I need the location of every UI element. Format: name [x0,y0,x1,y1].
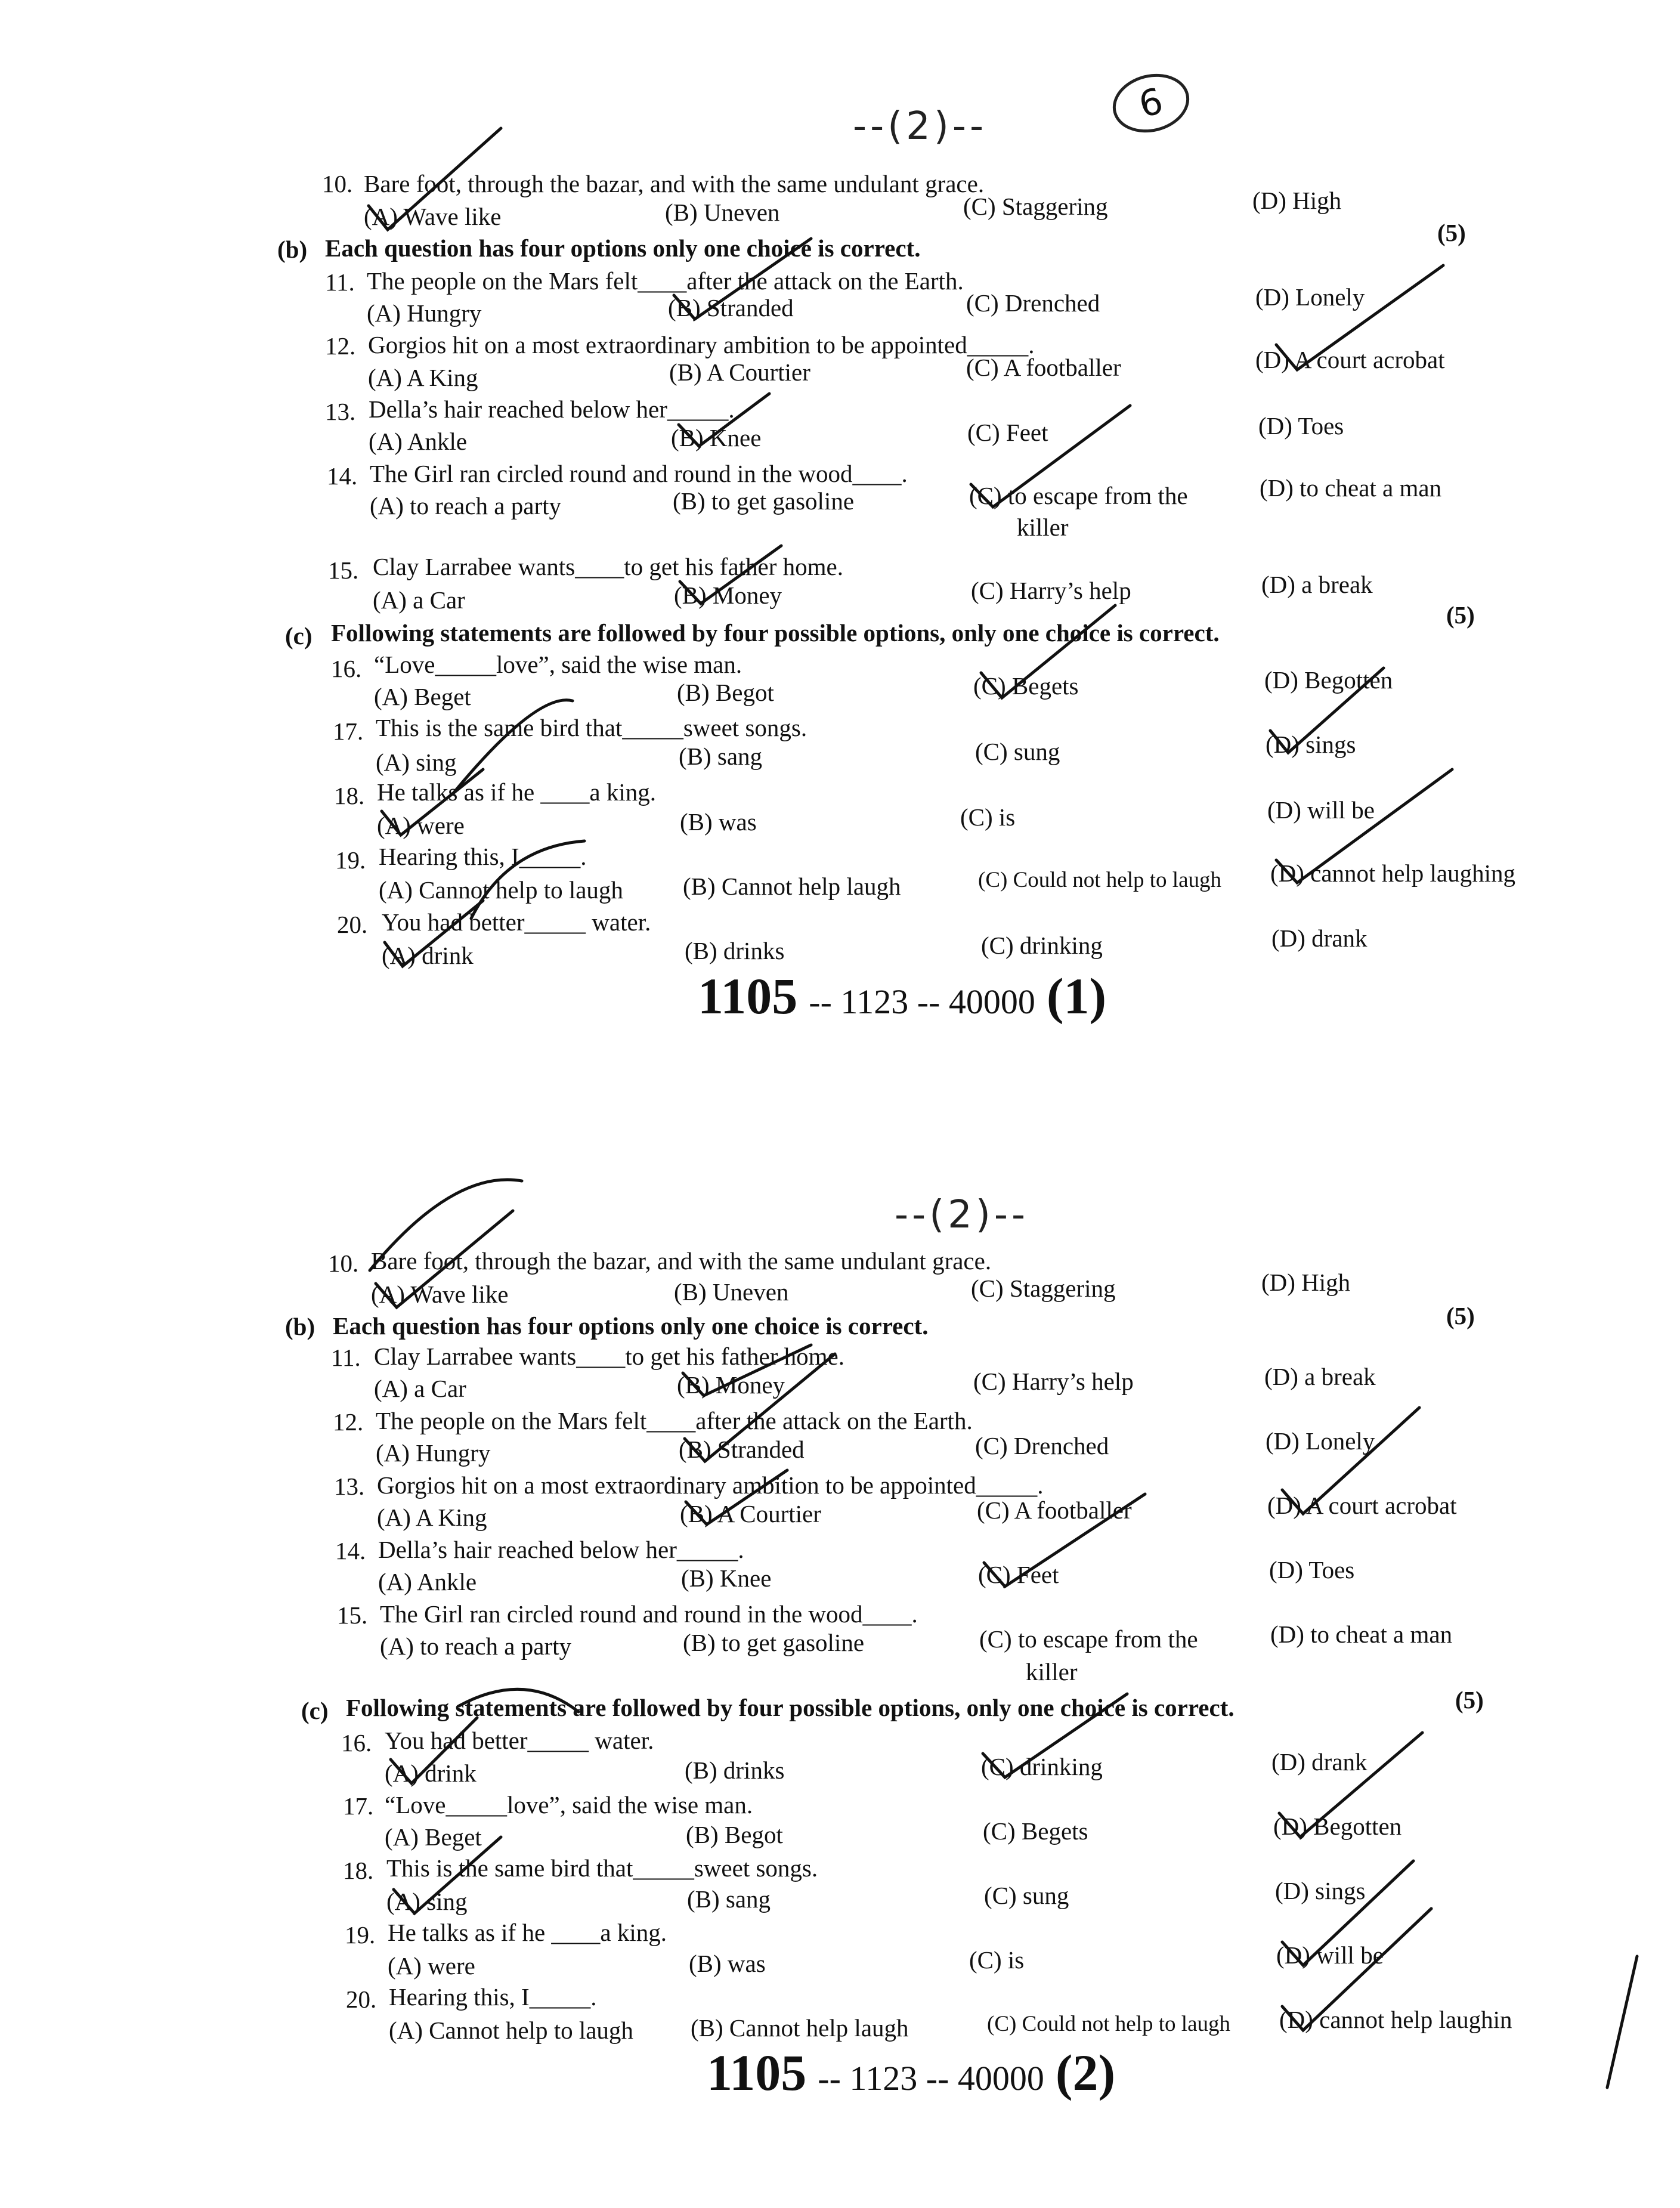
q17-question: This is the same bird that_____sweet songs. [376,714,807,741]
q12-question: The people on the Mars felt____after the attack on the Earth. [376,1407,973,1434]
q13-option-b: (B) Knee [671,424,762,452]
q20-option-d: (D) cannot help laughin [1279,2006,1512,2033]
q17-option-c: (C) sung [975,738,1060,765]
section-c-marks: (5) [1446,601,1475,629]
q12-question: Gorgios hit on a most extraordinary ambition to be appointed_____. [368,331,1035,358]
exam-sheet-part-1 [0,0,1680,1074]
pen-stroke [1607,1956,1637,2088]
q14-option-c: (C) to escape from the [969,482,1188,509]
q19-question: Hearing this, I_____. [379,843,587,870]
q10-option-b: (B) Uneven [674,1278,789,1306]
q11-question: Clay Larrabee wants____to get his father home. [374,1343,844,1370]
q12-option-b: (B) Stranded [679,1436,805,1463]
q19-option-b: (B) was [689,1950,766,1977]
circled-mark: 6 [1106,66,1195,141]
q19-number: 19. [345,1921,376,1949]
q20-number: 20. [346,1986,377,2013]
paper-code-rest: -- 1123 -- 40000 [818,2059,1044,2098]
q10-option-a: (A) Wave like [371,1281,509,1308]
page-mark: --(2)-- [895,1193,1029,1237]
q18-option-c: (C) is [960,803,1016,831]
q10-option-d: (D) High [1261,1269,1351,1296]
q20-option-a: (A) Cannot help to laugh [389,2017,633,2044]
q12-option-c: (C) A footballer [966,354,1121,381]
q14-option-c: (C) Feet [978,1561,1059,1588]
q20-option-a: (A) drink [382,942,474,969]
q12-option-c: (C) Drenched [975,1432,1109,1459]
q17-option-d: (D) sings [1266,731,1356,758]
q13-option-a: (A) A King [377,1504,487,1531]
q11-option-d: (D) Lonely [1255,283,1365,311]
q14-option-a: (A) to reach a party [370,492,561,519]
section-c-title: Following statements are followed by four possible options, only one choice is correct. [331,619,1220,647]
q15-option-b: (B) to get gasoline [683,1629,865,1656]
q17-option-c: (C) Begets [983,1817,1088,1845]
q19-question: He talks as if he ____a king. [388,1919,667,1946]
q17-number: 17. [343,1792,374,1820]
q15-option-d: (D) a break [1261,571,1373,598]
q18-option-d: (D) sings [1275,1877,1366,1904]
q16-option-b: (B) Begot [677,679,774,706]
q12-number: 12. [333,1408,364,1436]
q14-option-b: (B) Knee [681,1564,772,1592]
q13-number: 13. [334,1473,365,1500]
q12-option-a: (A) A King [368,364,478,391]
section-b-marks: (5) [1437,219,1466,246]
q16-number: 16. [341,1729,372,1756]
q14-question: The Girl ran circled round and round in the wood____. [370,460,908,487]
q11-option-d: (D) a break [1264,1363,1376,1390]
q10-question: Bare foot, through the bazar, and with the same undulant grace. [364,170,985,197]
section-c-label: (c) [301,1697,329,1724]
q19-option-d: (D) will be [1276,1941,1384,1969]
q11-option-c: (C) Harry’s help [973,1368,1134,1395]
q19-option-a: (A) were [388,1952,475,1980]
q14-option-c-line2: killer [1017,514,1069,541]
q12-number: 12. [325,332,356,360]
q19-option-b: (B) Cannot help laugh [683,873,901,900]
exam-sheet-part-2 [0,1074,1680,2208]
q19-option-c: (C) Could not help to laugh [978,868,1221,892]
q16-question: “Love_____love”, said the wise man. [374,651,742,678]
q10-number: 10. [328,1250,359,1277]
tick-marks-layer [0,0,1680,1074]
q11-option-a: (A) a Car [374,1375,466,1402]
q18-question: He talks as if he ____a king. [377,778,656,806]
q17-option-b: (B) Begot [686,1821,783,1848]
q10-option-b: (B) Uneven [665,199,780,226]
q13-option-d: (D) Toes [1258,412,1344,440]
q14-option-d: (D) Toes [1269,1556,1355,1584]
section-b-label: (b) [277,236,308,263]
q19-option-d: (D) cannot help laughing [1270,859,1516,887]
q16-option-c: (C) drinking [981,1753,1103,1780]
q14-question: Della’s hair reached below her_____. [378,1536,744,1563]
q20-question: Hearing this, I_____. [389,1983,597,2011]
q20-option-b: (B) Cannot help laugh [691,2014,909,2042]
q18-option-b: (B) was [680,808,757,836]
paper-code-main: 1105 [698,967,798,1025]
q11-option-b: (B) Stranded [668,294,794,321]
page-mark: --(2)-- [853,104,988,149]
paper-code-1 [698,969,1106,1029]
paper-code-part: (1) [1046,967,1107,1025]
q20-question: You had better_____ water. [382,908,651,936]
q18-number: 18. [334,782,365,809]
q15-number: 15. [337,1601,368,1629]
q14-number: 14. [335,1537,366,1564]
q19-option-a: (A) Cannot help to laugh [379,876,623,904]
q10-option-c: (C) Staggering [971,1275,1116,1302]
q15-option-c: (C) to escape from the [979,1625,1198,1653]
q11-question: The people on the Mars felt____after the attack on the Earth. [367,267,964,295]
q18-number: 18. [343,1857,374,1884]
q15-question: Clay Larrabee wants____to get his father home. [373,553,843,580]
q16-option-a: (A) Beget [374,683,471,710]
q12-option-b: (B) A Courtier [669,358,810,386]
q10-option-c: (C) Staggering [963,193,1108,220]
q15-number: 15. [328,556,359,584]
q14-option-b: (B) to get gasoline [673,487,855,515]
q18-option-d: (D) will be [1267,796,1375,824]
q17-option-b: (B) sang [679,743,763,770]
q12-option-d: (D) Lonely [1266,1427,1375,1455]
q16-option-d: (D) Begotten [1264,666,1393,694]
q20-option-d: (D) drank [1271,924,1367,952]
q18-option-b: (B) sang [687,1885,771,1913]
section-b-marks: (5) [1446,1302,1475,1329]
q11-number: 11. [325,268,355,296]
q20-number: 20. [337,911,368,938]
section-c-marks: (5) [1455,1686,1484,1714]
q17-number: 17. [333,718,364,745]
q17-option-a: (A) sing [376,749,457,776]
q18-option-c: (C) sung [984,1882,1069,1909]
q13-question: Della’s hair reached below her_____. [369,395,735,423]
q14-number: 14. [327,462,358,490]
q15-option-a: (A) to reach a party [380,1632,571,1660]
q20-option-b: (B) drinks [685,937,785,964]
q14-option-a: (A) Ankle [378,1568,477,1595]
q13-option-b: (B) A Courtier [680,1500,821,1527]
q15-option-b: (B) Money [674,582,782,609]
q17-question: “Love_____love”, said the wise man. [385,1791,753,1819]
q16-number: 16. [331,655,362,682]
q20-option-c: (C) Could not help to laugh [987,2012,1230,2036]
q16-question: You had better_____ water. [385,1727,654,1754]
q17-option-a: (A) Beget [385,1823,482,1851]
q17-option-d: (D) Begotten [1273,1813,1402,1840]
section-b-title: Each question has four options only one choice is correct. [333,1312,929,1340]
paper-code-rest: -- 1123 -- 40000 [809,982,1035,1021]
q11-option-a: (A) Hungry [367,299,482,327]
q11-option-b: (B) Money [677,1371,785,1399]
q16-option-b: (B) drinks [685,1756,785,1784]
q13-number: 13. [325,398,356,425]
q16-option-a: (A) drink [385,1759,477,1787]
q13-question: Gorgios hit on a most extraordinary ambition to be appointed_____. [377,1471,1044,1499]
q11-number: 11. [331,1344,361,1371]
paper-code-part: (2) [1055,2044,1116,2101]
q10-option-a: (A) Wave like [364,203,502,230]
q12-option-d: (D) A court acrobat [1255,346,1445,373]
paper-code-2 [707,2046,1115,2105]
q16-option-c: (C) Begets [973,672,1079,700]
q10-option-d: (D) High [1252,187,1342,214]
q15-option-c: (C) Harry’s help [971,577,1131,604]
q10-question: Bare foot, through the bazar, and with the same undulant grace. [371,1247,992,1275]
q15-option-c-line2: killer [1026,1658,1078,1686]
q15-option-a: (A) a Car [373,586,465,614]
q19-number: 19. [335,846,366,874]
q10-number: 10. [322,170,353,197]
q13-option-c: (C) A footballer [977,1496,1132,1524]
q18-question: This is the same bird that_____sweet songs. [386,1854,818,1882]
section-b-label: (b) [285,1313,315,1340]
q15-option-d: (D) to cheat a man [1270,1621,1453,1648]
q16-option-d: (D) drank [1271,1748,1367,1776]
section-c-title: Following statements are followed by four possible options, only one choice is correct. [346,1694,1235,1721]
q14-option-d: (D) to cheat a man [1260,474,1442,502]
q13-option-c: (C) Feet [967,419,1048,446]
q19-option-c: (C) is [969,1946,1025,1974]
section-b-title: Each question has four options only one choice is correct. [325,234,921,262]
q20-option-c: (C) drinking [981,932,1103,959]
q15-question: The Girl ran circled round and round in the wood____. [380,1600,918,1628]
q13-option-d: (D) A court acrobat [1267,1492,1457,1519]
paper-code-main: 1105 [707,2044,807,2101]
q12-option-a: (A) Hungry [376,1439,491,1467]
section-c-label: (c) [285,622,313,650]
q13-option-a: (A) Ankle [369,428,468,455]
q11-option-c: (C) Drenched [966,289,1100,317]
q18-option-a: (A) were [377,812,465,839]
q18-option-a: (A) sing [386,1888,468,1915]
